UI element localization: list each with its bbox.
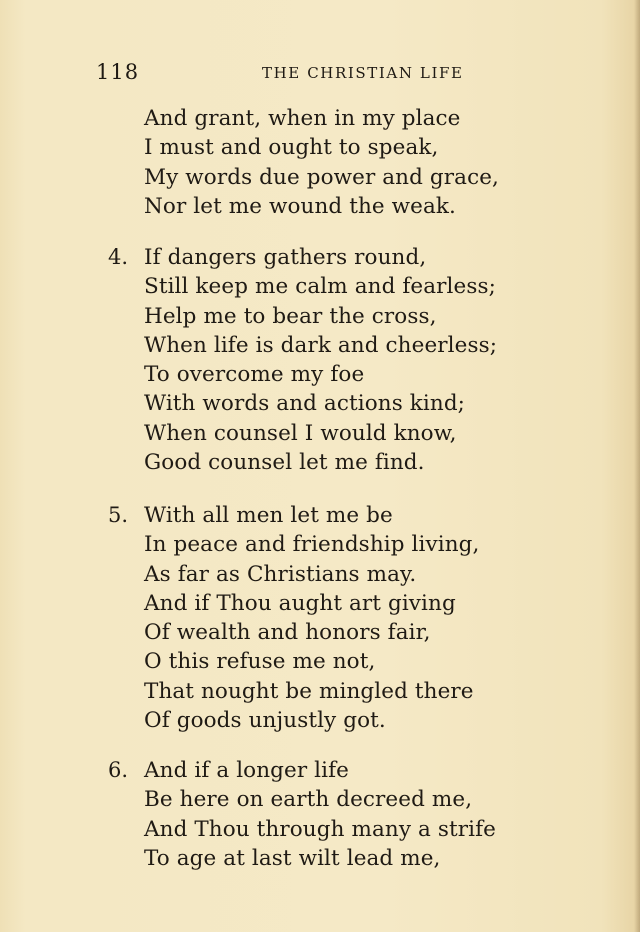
stanza-number: 5. xyxy=(108,503,129,527)
verse-line: With words and actions kind; xyxy=(144,391,466,417)
verse-line: To overcome my foe xyxy=(144,362,365,388)
verse-line: And if Thou aught art giving xyxy=(144,590,456,616)
verse-line: In peace and friendship living, xyxy=(144,532,480,558)
verse-line: Of wealth and honors fair, xyxy=(144,620,431,646)
verse-line: Nor let me wound the weak. xyxy=(144,193,456,219)
verse-line: With all men let me be xyxy=(144,503,393,528)
verse-line: Be here on earth decreed me, xyxy=(144,787,473,813)
verse-line: Of goods unjustly got. xyxy=(144,708,386,734)
stanza-number: 4. xyxy=(108,245,129,269)
verse-line: I must and ought to speak, xyxy=(144,135,439,161)
verse-line: When counsel I would know, xyxy=(144,420,457,446)
verse-line: When life is dark and cheerless; xyxy=(144,332,498,358)
page-number: 118 xyxy=(96,60,140,84)
stanza-number: 6. xyxy=(108,758,129,782)
verse-line: My words due power and grace, xyxy=(144,164,499,190)
verse-line: As far as Christians may. xyxy=(144,561,417,587)
page-edge-shadow xyxy=(634,0,640,932)
verse-line: Help me to bear the cross, xyxy=(144,303,437,329)
verse-line: And Thou through many a strife xyxy=(144,816,496,842)
verse-line: And grant, when in my place xyxy=(144,106,461,131)
verse-line: And if a longer life xyxy=(144,758,349,783)
verse-line: Good counsel let me find. xyxy=(144,450,425,476)
page-header xyxy=(96,60,476,84)
verse-line: To age at last wilt lead me, xyxy=(144,845,441,871)
running-title: THE CHRISTIAN LIFE xyxy=(262,64,464,82)
verse-line: O this refuse me not, xyxy=(144,649,376,675)
verse-line: If dangers gathers round, xyxy=(144,245,427,270)
verse-line: That nought be mingled there xyxy=(144,678,474,704)
verse-line: Still keep me calm and fearless; xyxy=(144,274,496,300)
